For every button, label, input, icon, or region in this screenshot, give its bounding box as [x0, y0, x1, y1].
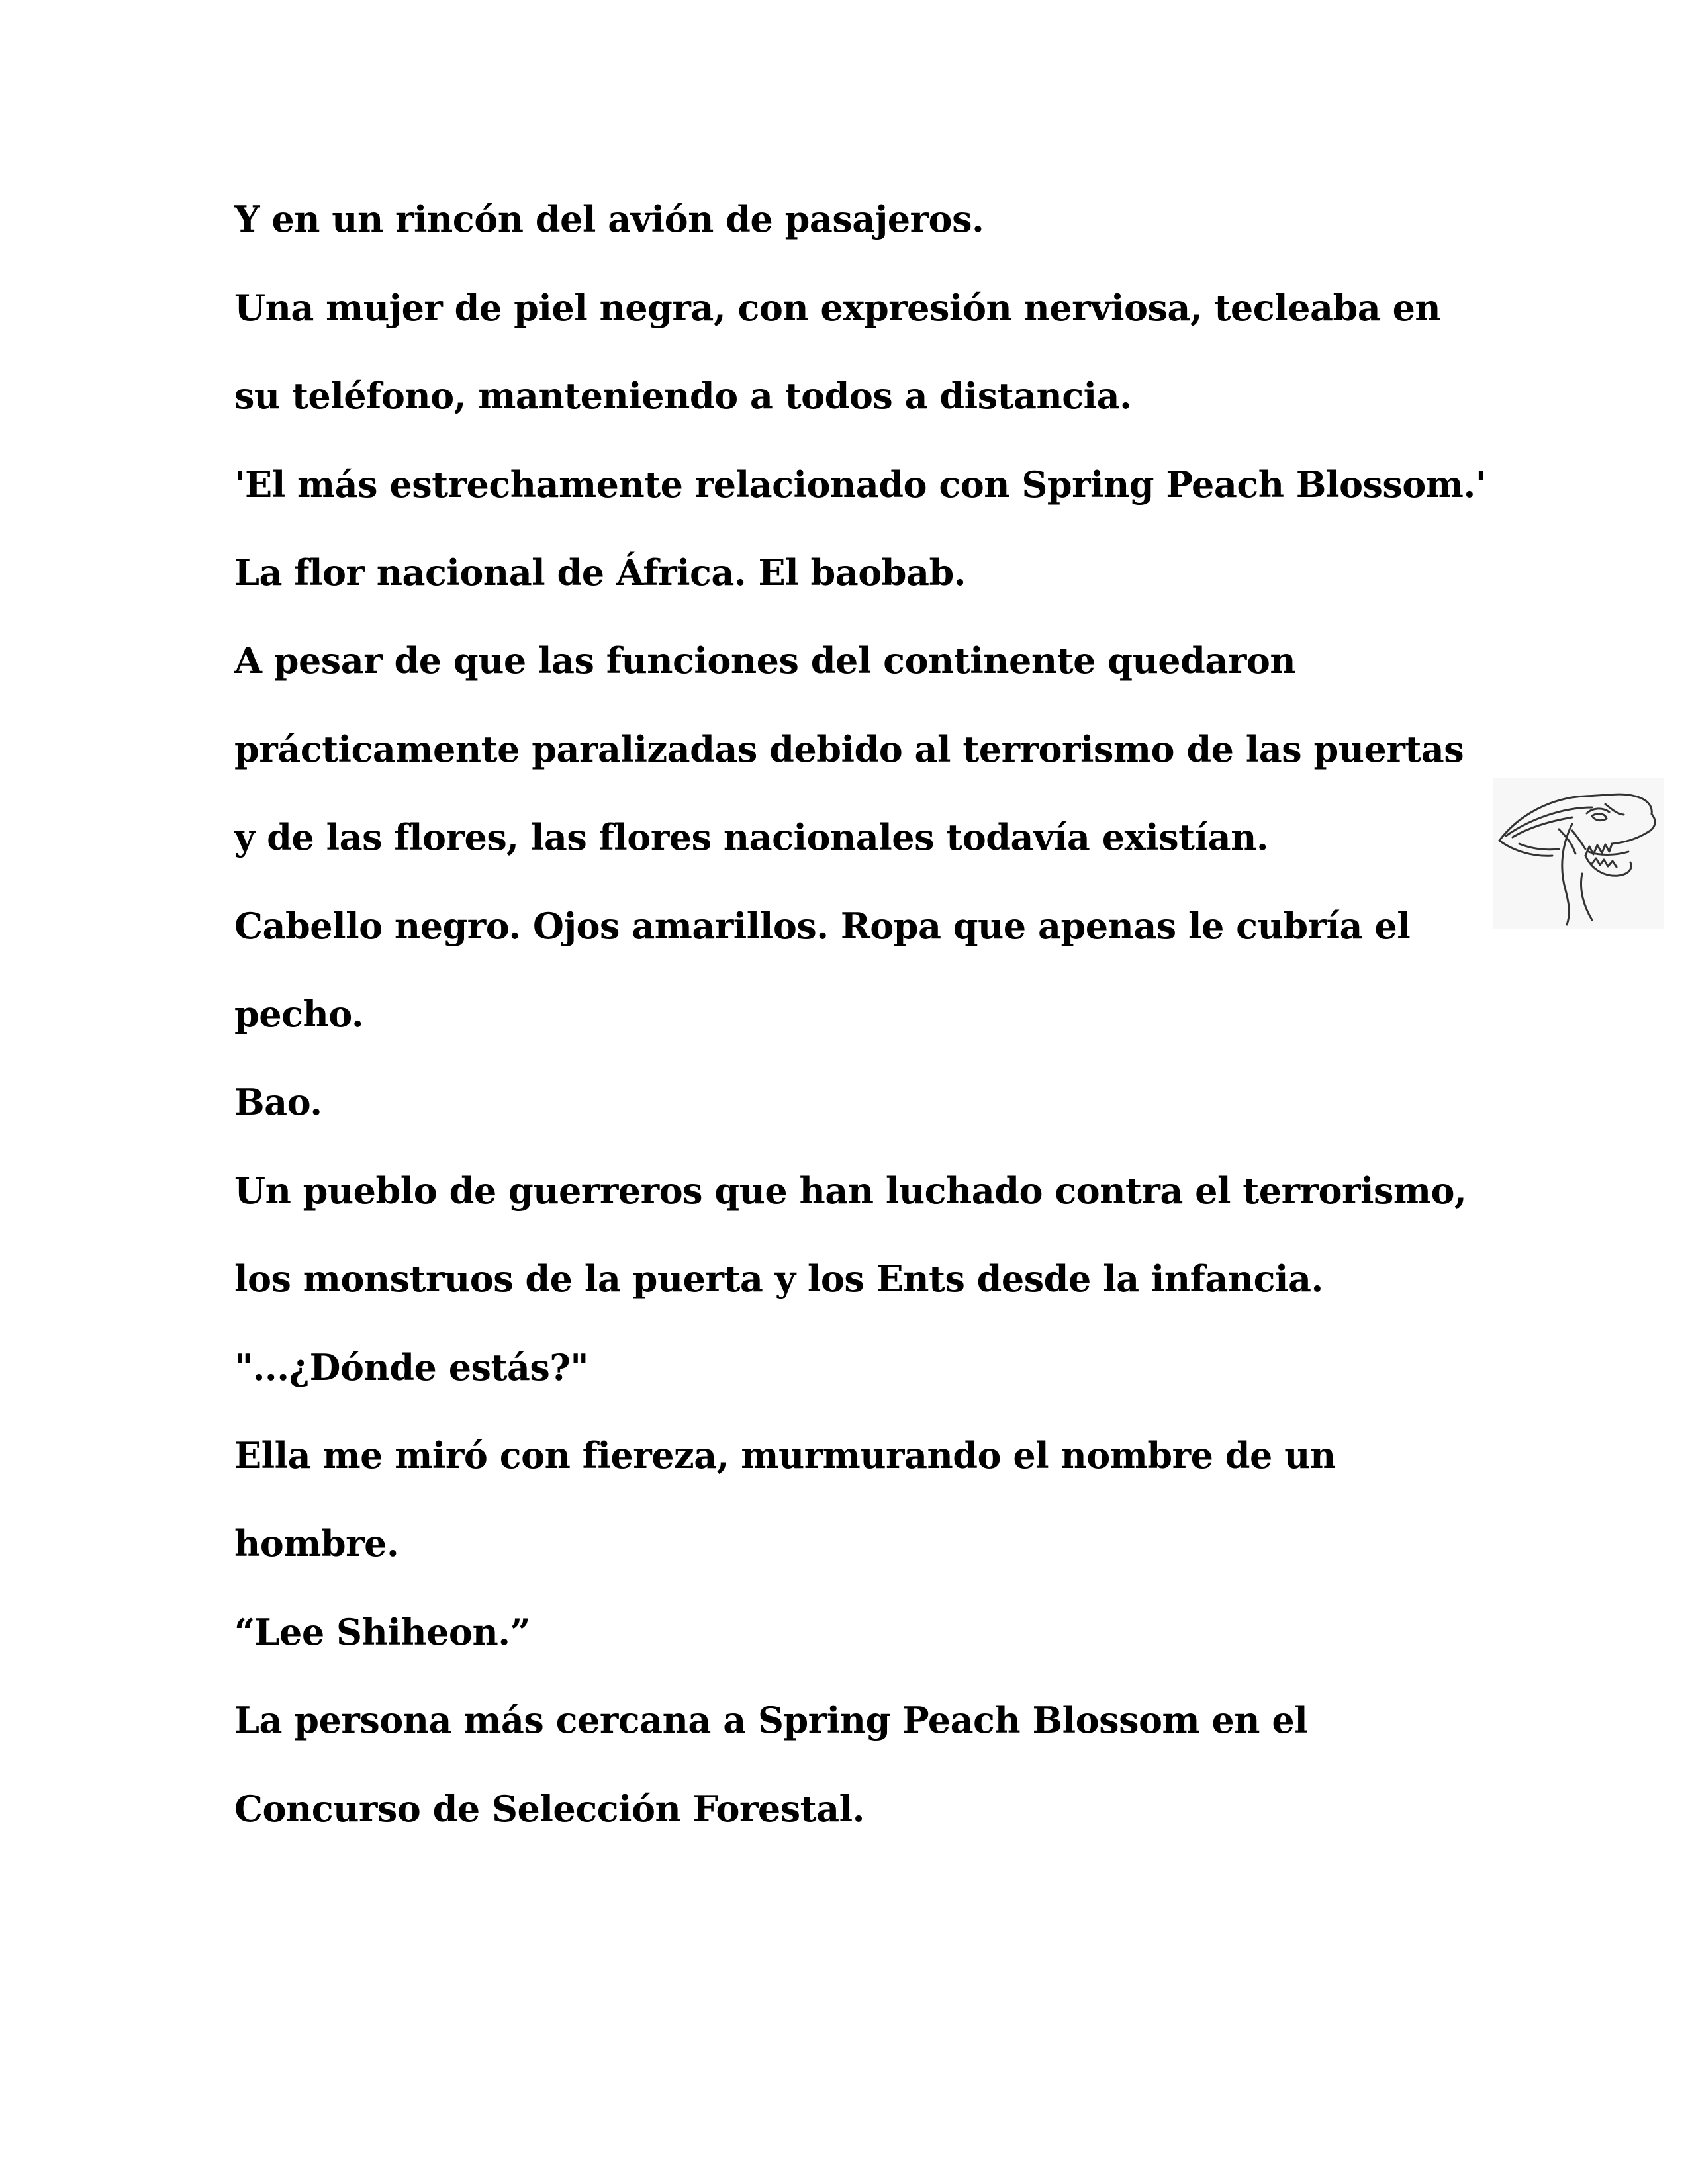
paragraph-line: “Lee Shiheon.” [234, 1611, 531, 1653]
paragraph-line: Concurso de Selección Forestal. [234, 1788, 865, 1830]
paragraph-line: La persona más cercana a Spring Peach Blossom en el [234, 1699, 1308, 1741]
paragraph-line: Una mujer de piel negra, con expresión nerviosa, tecleaba en [234, 287, 1441, 329]
paragraph-line: 'El más estrechamente relacionado con Spring Peach Blossom.' [234, 463, 1486, 506]
paragraph-line: Ella me miró con fiereza, murmurando el nombre de un [234, 1434, 1336, 1477]
paragraph-line: Y en un rincón del avión de pasajeros. [234, 198, 984, 240]
paragraph-line: Un pueblo de guerreros que han luchado contra el terrorismo, [234, 1169, 1467, 1212]
paragraph-line: Cabello negro. Ojos amarillos. Ropa que apenas le cubría el [234, 905, 1411, 947]
paragraph-line: Bao. [234, 1081, 322, 1123]
paragraph-line: "...¿Dónde estás?" [234, 1346, 589, 1388]
paragraph-line: pecho. [234, 993, 364, 1035]
dinosaur-head-sketch-icon [1493, 778, 1664, 929]
paragraph-line: y de las flores, las flores nacionales todavía existían. [234, 816, 1269, 858]
paragraph-line: hombre. [234, 1522, 399, 1565]
paragraph-line: prácticamente paralizadas debido al terrorismo de las puertas [234, 728, 1464, 770]
paragraph-line: La flor nacional de África. El baobab. [234, 551, 966, 594]
paragraph-line: su teléfono, manteniendo a todos a distancia. [234, 375, 1132, 417]
paragraph-line: los monstruos de la puerta y los Ents desde la infancia. [234, 1257, 1323, 1300]
paragraph-line: A pesar de que las funciones del continente quedaron [234, 639, 1296, 682]
